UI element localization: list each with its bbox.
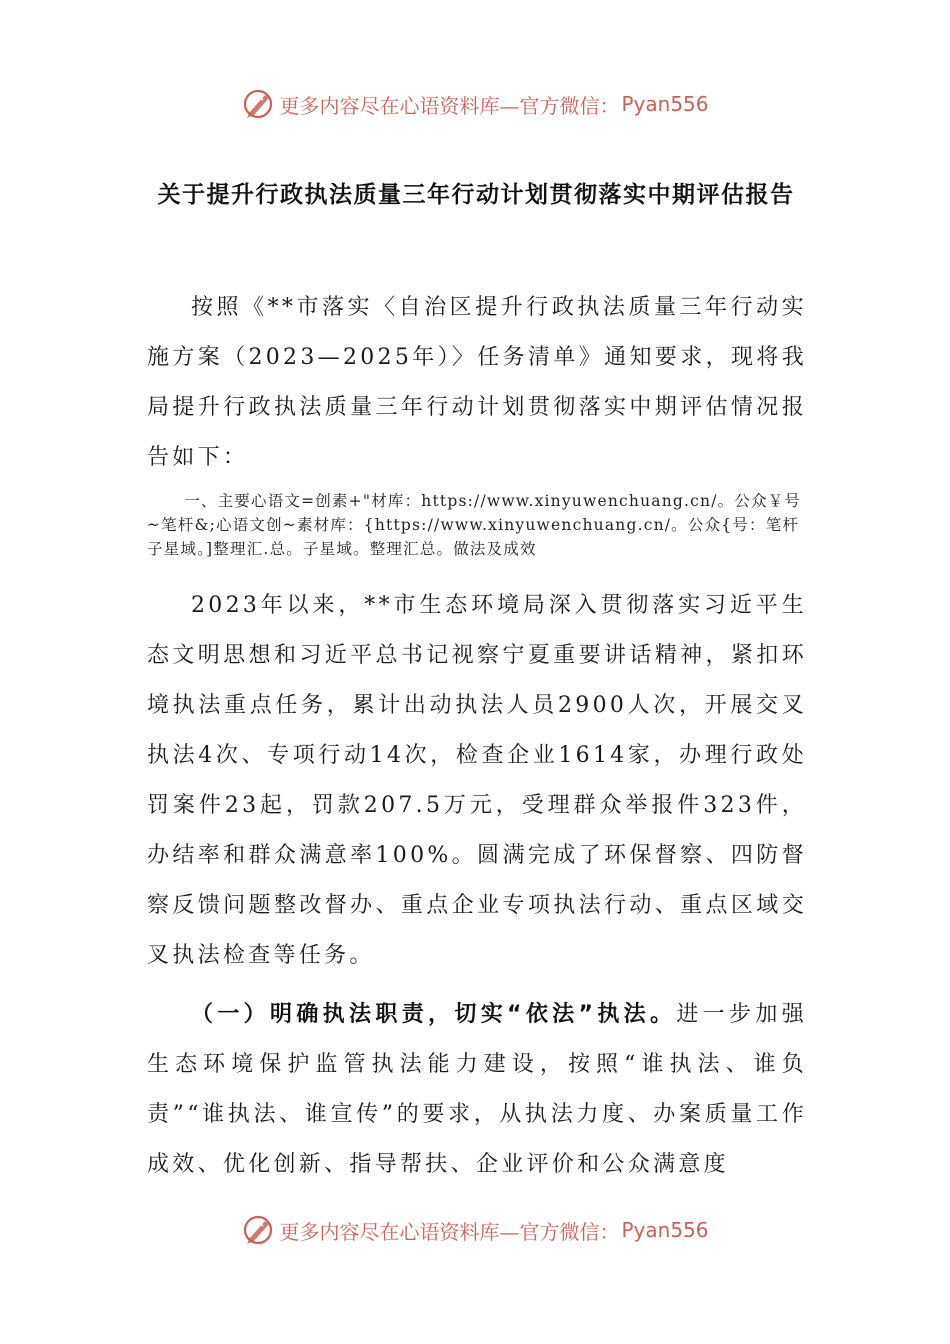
pen-logo-icon bbox=[241, 86, 277, 122]
watermark-handle: Pyan556 bbox=[621, 92, 709, 116]
document-title: 关于提升行政执法质量三年行动计划贯彻落实中期评估报告 bbox=[157, 182, 795, 208]
section-heading-1: 一、主要心语文=创素+"材库：https://www.xinyuwenchuang.cn/。公众￥号~笔杆&;心语文创~素材库：{https://www.xinyuwenchuang.cn/。公众{号：笔杆子星域。]整理汇.总。子星域。整理汇总。做法及成效 bbox=[147, 492, 802, 558]
body-paragraph-2: 2023年以来，**市生态环境局深入贯彻落实习近平生态文明思想和习近平总书记视察宁夏重要讲话精神，紧扣环境执法重点任务，累计出动执法人员2900人次，开展交叉执法4次、专项行动14次，检查企业1614家，办理行政处罚案件23起，罚款207.5万元，受理群众举报件323件，办结率和群众满意率100%。圆满完成了环保督察、四防督察反馈问题整改督办、重点企业专项执法行动、重点区域交叉执法检查等任务。 bbox=[147, 593, 807, 968]
subsection-paragraph-1 bbox=[147, 990, 807, 1190]
watermark-text: 更多内容尽在心语资料库—官方微信： bbox=[279, 1219, 620, 1244]
watermark-text: 更多内容尽在心语资料库—官方微信： bbox=[279, 93, 620, 118]
subsection-heading-1: （一）明确执法职责，切实“依法”执法。 bbox=[191, 1002, 677, 1027]
watermark-handle: Pyan556 bbox=[621, 1218, 709, 1242]
subsection-body-1: 进一步加强生态环境保护监管执法能力建设，按照“谁执法、谁负责”“谁执法、谁宣传”的要求，从执法力度、办案质量工作成效、优化创新、指导帮扶、企业评价和公众满意度 bbox=[147, 1002, 807, 1177]
watermark-footer bbox=[0, 1210, 950, 1250]
intro-paragraph: 按照《**市落实〈自治区提升行政执法质量三年行动实施方案（2023—2025年）〉任务清单》通知要求，现将我局提升行政执法质量三年行动计划贯彻落实中期评估情况报告如下： bbox=[147, 295, 807, 470]
pen-logo-icon bbox=[241, 1212, 277, 1248]
watermark-header bbox=[0, 84, 950, 124]
